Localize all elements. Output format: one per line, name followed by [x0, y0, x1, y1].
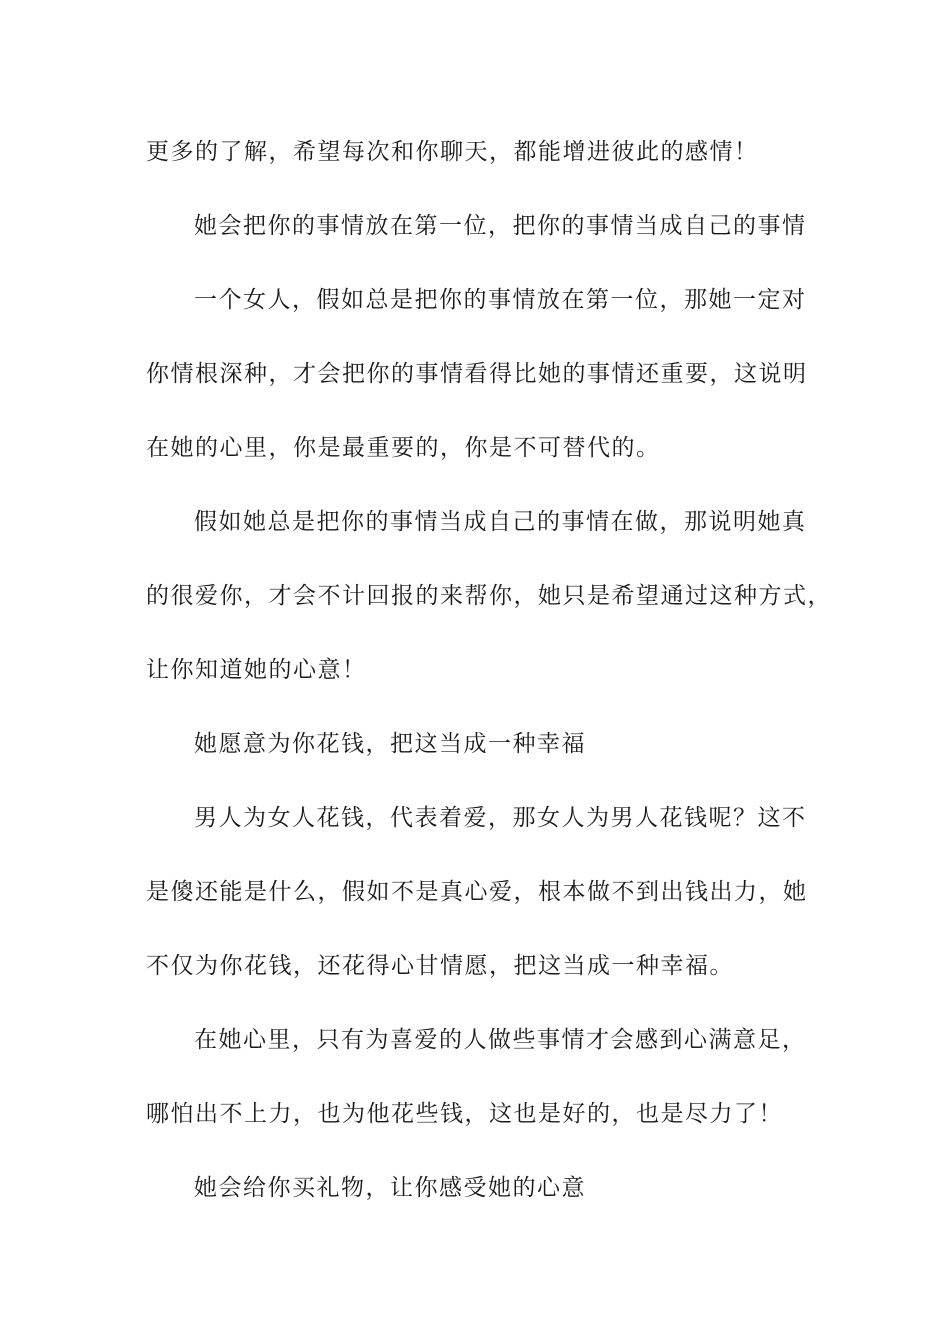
text-line: 更多的了解，希望每次和你聊天，都能增进彼此的感情！	[146, 139, 759, 165]
text-line: 是傻还能是什么，假如不是真心爱，根本做不到出钱出力，她	[146, 879, 808, 905]
text-line: 你情根深种，才会把你的事情看得比她的事情还重要，这说明	[146, 361, 808, 387]
text-line: 一个女人，假如总是把你的事情放在第一位，那她一定对	[194, 287, 807, 313]
section-heading: 她会给你买礼物，让你感受她的心意	[194, 1175, 586, 1201]
text-line: 让你知道她的心意！	[146, 657, 367, 683]
section-heading: 她愿意为你花钱，把这当成一种幸福	[194, 731, 586, 757]
text-line: 不仅为你花钱，还花得心甘情愿，把这当成一种幸福。	[146, 953, 734, 979]
section-heading: 她会把你的事情放在第一位，把你的事情当成自己的事情	[194, 213, 807, 239]
text-line: 男人为女人花钱，代表着爱，那女人为男人花钱呢？这不	[194, 805, 807, 831]
text-line: 在她心里，只有为喜爱的人做些事情才会感到心满意足，	[194, 1027, 807, 1053]
text-line: 哪怕出不上力，也为他花些钱，这也是好的，也是尽力了！	[146, 1101, 783, 1127]
text-line: 假如她总是把你的事情当成自己的事情在做，那说明她真	[194, 509, 807, 535]
text-line: 在她的心里，你是最重要的，你是不可替代的。	[146, 435, 661, 461]
text-line: 的很爱你，才会不计回报的来帮你，她只是希望通过这种方式，	[146, 583, 832, 609]
